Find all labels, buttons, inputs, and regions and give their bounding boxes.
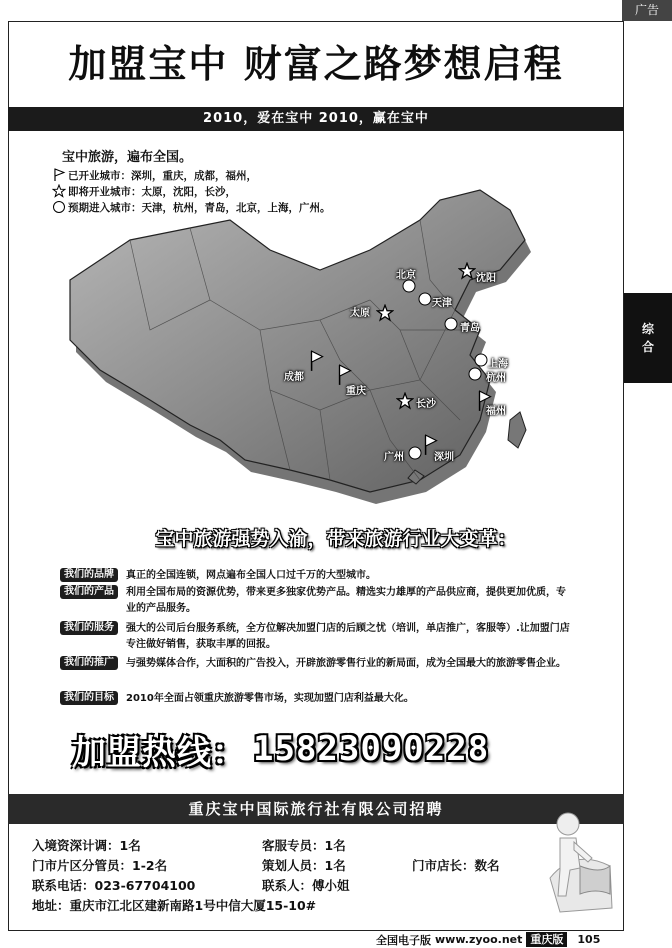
feature-tag: 我们的服务 (60, 621, 118, 635)
feature-tag: 我们的推广 (60, 656, 118, 670)
city-shanghai: 上海 (488, 359, 508, 370)
hotline-label: 加盟热线： (72, 732, 247, 773)
feature-product (60, 585, 570, 617)
feature-tag: 我们的品牌 (60, 568, 118, 582)
recruit-contact: 联系人：傅小姐 (262, 878, 350, 893)
ad-tag: 广告 (622, 0, 672, 21)
city-taiyuan: 太原 (350, 308, 370, 319)
city-fuzhou: 福州 (486, 406, 506, 417)
footer-url[interactable]: www.zyoo.net (435, 933, 523, 946)
section-tab (624, 293, 672, 383)
city-qingdao: 青岛 (460, 323, 480, 334)
franchise-hotline (72, 726, 552, 772)
guangzhou-marker (408, 446, 422, 460)
feature-text: 利用全国布局的资源优势，带来更多独家优势产品。精选实力雄厚的产品供应商，提供更加优质，专业的产品服务。 (126, 587, 566, 614)
page-number: 105 (577, 933, 601, 946)
feature-tag: 我们的目标 (60, 691, 118, 705)
legend-text-coming: 即将开业城市：太原，沈阳，长沙， (68, 185, 236, 198)
changsha-marker (396, 392, 414, 410)
feature-service (60, 621, 570, 653)
city-beijing: 北京 (396, 270, 416, 281)
hangzhou-marker (468, 367, 482, 381)
section-tab-line2: 合 (641, 340, 654, 354)
recruit-row2-c: 门市店长：数名 (412, 858, 500, 873)
strategy-title: 宝中旅游强势入渝，带来旅游行业大变革： (155, 528, 517, 550)
recruit-address: 地址：重庆市江北区建新南路1号中信大厦15-10# (32, 898, 317, 913)
footer-badge: 重庆版 (526, 932, 567, 947)
feature-text: 2010年全面占领重庆旅游零售市场，实现加盟门店利益最大化。 (126, 693, 414, 704)
shanghai-marker (474, 353, 488, 367)
recruit-phone: 联系电话：023-67704100 (32, 878, 196, 893)
city-guangzhou: 广州 (384, 452, 404, 463)
feature-brand (60, 568, 570, 584)
coverage-title: 宝中旅游，遍布全国。 (62, 150, 193, 165)
footer (376, 931, 600, 948)
recruit-title-bar: 重庆宝中国际旅行社有限公司招聘 (8, 794, 624, 824)
recruit-row1-a: 入境资深计调：1名 (32, 838, 141, 853)
legend-text-planned: 预期进入城市：天津，杭州，青岛，北京，上海，广州。 (68, 201, 331, 214)
taiyuan-marker (376, 304, 394, 322)
recruit-row2-b: 策划人员：1名 (262, 858, 346, 873)
qingdao-marker (444, 317, 458, 331)
tianjin-marker (418, 292, 432, 306)
feature-goal (60, 691, 570, 707)
chengdu-marker (308, 350, 324, 372)
city-tianjin: 天津 (432, 298, 452, 309)
figure-illustration (530, 808, 618, 916)
slogan-bar: 2010，爱在宝中 2010，赢在宝中 (8, 107, 624, 131)
city-chengdu: 成都 (284, 372, 304, 383)
legend-text-opened: 已开业城市：深圳，重庆，成都，福州， (68, 169, 257, 182)
recruit-row2-a: 门市片区分管员：1-2名 (32, 858, 168, 873)
beijing-marker (402, 279, 416, 293)
city-chongqing: 重庆 (346, 386, 366, 397)
feature-text: 与强势媒体合作，大面积的广告投入，开辟旅游零售行业的新局面，成为全国最大的旅游零售企业。 (126, 658, 566, 669)
city-shenyang: 沈阳 (476, 273, 496, 284)
recruit-row1-b: 客服专员：1名 (262, 838, 346, 853)
shenyang-marker (458, 262, 476, 280)
footer-edition: 全国电子版 (376, 933, 431, 947)
feature-text: 真正的全国连锁，网点遍布全国人口过千万的大型城市。 (126, 570, 376, 581)
feature-tag: 我们的产品 (60, 585, 118, 599)
feature-promotion (60, 656, 570, 672)
city-changsha: 长沙 (416, 399, 436, 410)
hotline-number: 15823090228 (253, 729, 490, 769)
section-tab-line1: 综 (641, 322, 654, 336)
city-hangzhou: 杭州 (486, 373, 506, 384)
china-map (40, 180, 600, 520)
headline: 加盟宝中 财富之路梦想启程 (68, 42, 564, 86)
city-shenzhen: 深圳 (434, 452, 454, 463)
feature-text: 强大的公司后台服务系统，全方位解决加盟门店的后顾之忧（培训，单店推广，客服等）.让加盟门店专注做好销售，获取丰厚的回报。 (126, 623, 570, 650)
